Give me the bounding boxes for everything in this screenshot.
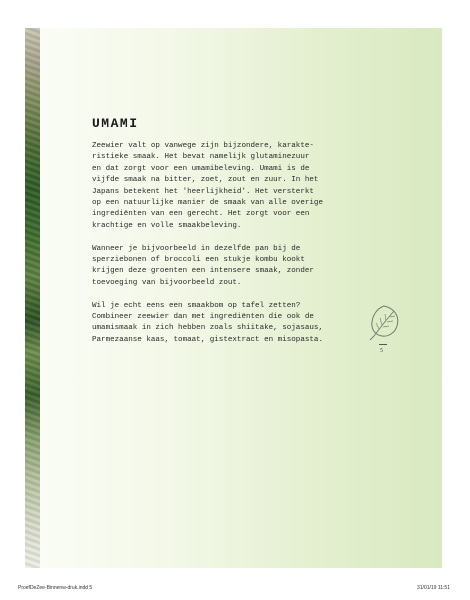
page-title: UMAMI: [92, 116, 139, 131]
page-number: 5: [380, 348, 383, 354]
leaf-icon: [366, 302, 402, 342]
print-slug-timestamp: 31/01/19 11:51: [417, 585, 450, 591]
article-body: [92, 141, 382, 358]
seaweed-photo-strip: [25, 28, 40, 568]
book-page: [25, 28, 442, 568]
paragraph-2: Wanneer je bijvoorbeeld in dezelfde pan bij de sperziebonen of broccoli een stukje kombu kookt krijgen deze groenten een intensere smaak, zonder toevoeging van bijvoorbeeld zout.: [92, 244, 314, 287]
paragraph-3: Wil je echt eens een smaakbom op tafel zetten? Combineer zeewier dan met ingrediënten die ook de umamismaak in zich hebben zoals shiitake, sojasaus, Parmezaanse kaas, tomaat, gistextract en misopasta.: [92, 301, 323, 344]
page-number-rule: [379, 344, 387, 345]
paragraph-1: Zeewier valt op vanwege zijn bijzondere, karakte- ristieke smaak. Het bevat namelijk glutaminezuur en dat zorgt voor een umamibeleving. Umami is de vijfde smaak na bitter, zoet, zout en zuur. In het Japans betekent het 'heerlijkheid'. Het versterkt op een natuurlijke manier de smaak van alle overige ingrediënten van een gerecht. Het zorgt voor een krachtige en volle smaakbeleving.: [92, 142, 323, 230]
print-slug-file: ProefDeZee-Binnenw-druk.indd 5: [18, 585, 93, 591]
